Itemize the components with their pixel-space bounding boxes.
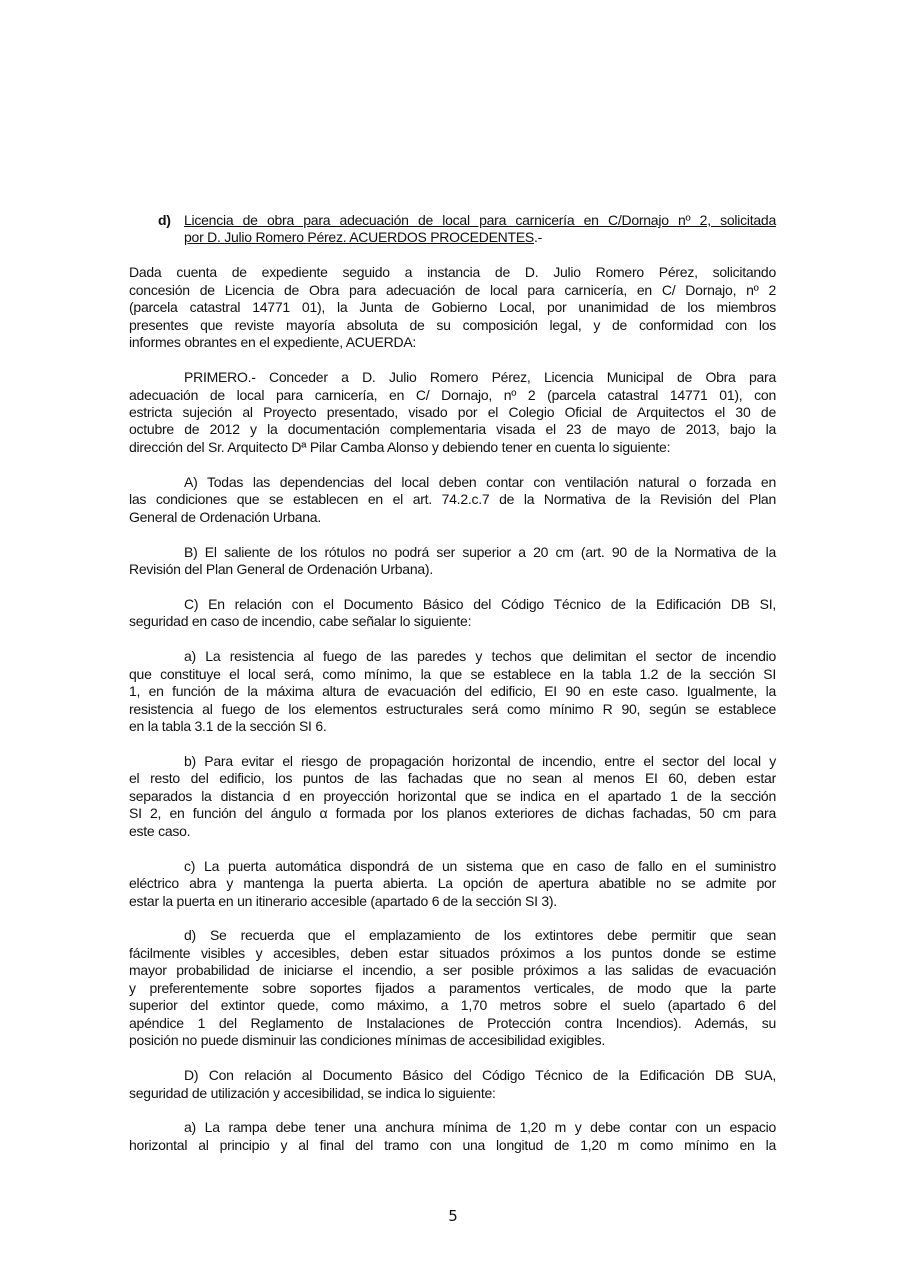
heading-line	[184, 229, 776, 246]
text-line: eléctrico abra y mantenga la puerta abierta. La opción de apertura abatible no se admite por	[129, 875, 776, 892]
paragraph	[129, 927, 776, 1049]
text-line: concesión de Licencia de Obra para adecuación de local para carnicería, en C/ Dornajo, nº 2	[129, 281, 776, 298]
text-line: General de Ordenación Urbana.	[129, 508, 321, 525]
text-line: C) En relación con el Documento Básico del Código Técnico de la Edificación DB SI,	[184, 595, 776, 612]
paragraphs	[129, 264, 776, 1154]
text-line: resistencia al fuego de los elementos estructurales será como mínimo R 90, según se establece	[129, 700, 776, 717]
text-line: d) Se recuerda que el emplazamiento de los extintores debe permitir que sean	[184, 927, 776, 944]
page-number: 5	[448, 1207, 458, 1225]
text-line: PRIMERO.- Conceder a D. Julio Romero Pérez, Licencia Municipal de Obra para	[184, 369, 776, 386]
text-line: Dada cuenta de expediente seguido a instancia de D. Julio Romero Pérez, solicitando	[129, 264, 776, 281]
text-line: informes obrantes en el expediente, ACUERDA:	[129, 334, 417, 351]
paragraph	[129, 369, 776, 456]
text-line: Revisión del Plan General de Ordenación Urbana).	[129, 561, 433, 577]
text-line: y preferentemente sobre soportes fijados a paramentos verticales, de modo que la parte	[129, 979, 776, 996]
text-line: seguridad de utilización y accesibilidad, se indica lo siguiente:	[129, 1084, 496, 1101]
paragraph	[129, 648, 776, 735]
paragraph	[129, 544, 776, 579]
text-line: posición no puede disminuir las condiciones mínimas de accesibilidad exigibles.	[129, 1032, 605, 1049]
heading-line: Licencia de obra para adecuación de local para carnicería en C/Dornajo nº 2, solicitada	[184, 212, 776, 228]
text-line: mayor probabilidad de iniciarse el incendio, a ser posible próximos a las salidas de evacuación	[129, 962, 776, 979]
paragraph	[129, 474, 776, 526]
text-line: a) La resistencia al fuego de las paredes y techos que delimitan el sector de incendio	[184, 648, 776, 665]
heading-line-text: por D. Julio Romero Pérez. ACUERDOS PROCEDENTES	[184, 229, 535, 246]
text-line: separados la distancia d en proyección horizontal que se indica en el apartado 1 de la sección	[129, 787, 776, 804]
section-marker: d)	[158, 212, 171, 228]
text-line: el resto del edificio, los puntos de las fachadas que no sean al menos EI 60, deben estar	[129, 770, 776, 787]
text-line: adecuación de local para carnicería, en C/ Dornajo, nº 2 (parcela catastral 14771 01), con	[129, 386, 776, 403]
text-line: A) Todas las dependencias del local deben contar con ventilación natural o forzada en	[184, 473, 776, 490]
text-line: estricta sujeción al Proyecto presentado, visado por el Colegio Oficial de Arquitectos el 30 de	[129, 403, 776, 420]
text-line: 1, en función de la máxima altura de evacuación del edificio, EI 90 en este caso. Igualmente, la	[129, 683, 776, 700]
paragraph	[129, 1119, 776, 1154]
text-line: B) El saliente de los rótulos no podrá ser superior a 20 cm (art. 90 de la Normativa de la	[184, 543, 776, 560]
text-line: horizontal al principio y al final del tramo con una longitud de 1,20 m como mínimo en la	[129, 1136, 776, 1153]
text-line: presentes que reviste mayoría absoluta de su composición legal, y de conformidad con los	[129, 316, 776, 333]
document-body	[129, 212, 776, 1172]
paragraph	[129, 596, 776, 631]
text-line: en la tabla 3.1 de la sección SI 6.	[129, 718, 327, 735]
section-heading	[129, 212, 776, 247]
paragraph	[129, 1067, 776, 1102]
text-line: fácilmente visibles y accesibles, deben estar situados próximos a los puntos donde se estime	[129, 944, 776, 961]
text-line: SI 2, en función del ángulo α formada por los planos exteriores de dichas fachadas, 50 cm para	[129, 805, 776, 822]
paragraph	[129, 753, 776, 840]
text-line: dirección del Sr. Arquitecto Dª Pilar Camba Alonso y debiendo tener en cuenta lo siguiente:	[129, 438, 671, 455]
text-line: (parcela catastral 14771 01), la Junta de Gobierno Local, por unanimidad de los miembros	[129, 299, 776, 316]
text-line: apéndice 1 del Reglamento de Instalaciones de Protección contra Incendios). Además, su	[129, 1014, 776, 1031]
text-line: octubre de 2012 y la documentación complementaria visada el 23 de mayo de 2013, bajo la	[129, 421, 776, 438]
text-line: las condiciones que se establecen en el art. 74.2.c.7 de la Normativa de la Revisión del Plan	[129, 491, 776, 508]
text-line: a) La rampa debe tener una anchura mínima de 1,20 m y debe contar con un espacio	[184, 1119, 776, 1136]
text-line: que constituye el local será, como mínimo, la que se establece en la tabla 1.2 de la sección SI	[129, 665, 776, 682]
text-line: seguridad en caso de incendio, cabe señalar lo siguiente:	[129, 613, 472, 630]
text-line: estar la puerta en un itinerario accesible (apartado 6 de la sección SI 3).	[129, 892, 557, 909]
paragraph	[129, 264, 776, 351]
text-line: superior del extintor quede, como máximo, a 1,70 metros sobre el suelo (apartado 6 del	[129, 997, 776, 1014]
text-line: D) Con relación al Documento Básico del Código Técnico de la Edificación DB SUA,	[184, 1067, 776, 1084]
text-line: este caso.	[129, 822, 191, 839]
text-line: b) Para evitar el riesgo de propagación horizontal de incendio, entre el sector del local y	[184, 752, 776, 769]
heading-suffix: .-	[534, 229, 543, 246]
paragraph	[129, 858, 776, 910]
text-line: c) La puerta automática dispondrá de un sistema que en caso de fallo en el suministro	[184, 857, 776, 874]
